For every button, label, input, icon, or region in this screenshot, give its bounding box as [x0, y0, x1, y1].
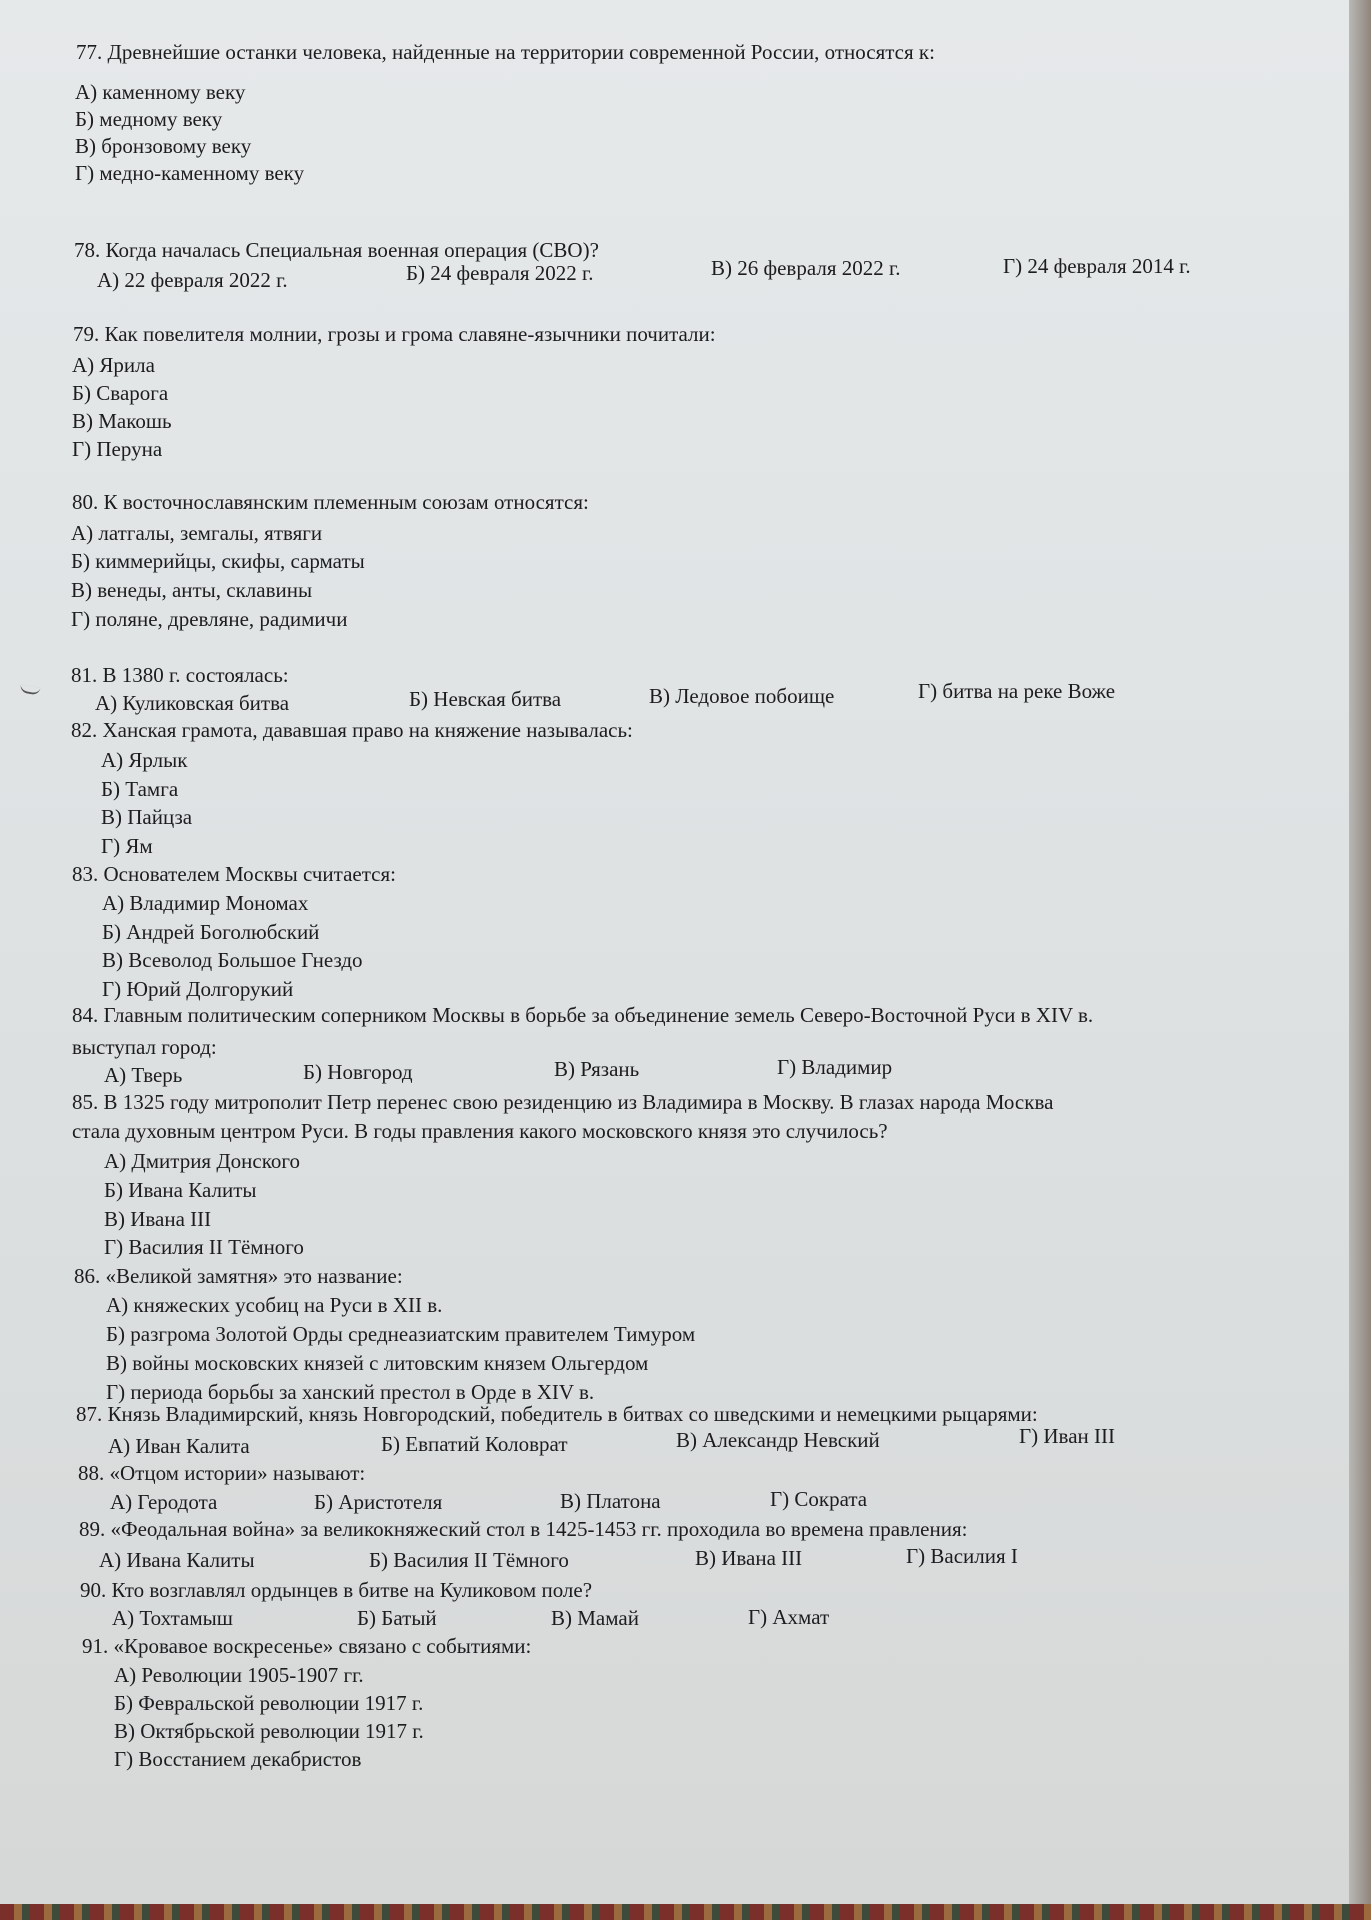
option-78-d: Г) 24 февраля 2014 г.: [1003, 254, 1191, 278]
option-90-c: В) Мамай: [551, 1606, 639, 1630]
option-81-c: В) Ледовое побоище: [649, 684, 835, 708]
option-82-b: Б) Тамга: [101, 777, 179, 801]
pencil-mark: [19, 684, 40, 695]
option-91-c: В) Октябрьской революции 1917 г.: [114, 1719, 424, 1743]
option-91-d: Г) Восстанием декабристов: [114, 1747, 362, 1771]
option-80-c: В) венеды, анты, склавины: [71, 578, 313, 602]
question-83: 83. Основателем Москвы считается:: [72, 862, 396, 886]
question-85-line-1: 85. В 1325 году митрополит Петр перенес свою резиденцию из Владимира в Москву. В глазах народа Москва: [72, 1090, 1054, 1114]
option-91-a: А) Революции 1905-1907 гг.: [114, 1663, 364, 1687]
question-81: 81. В 1380 г. состоялась:: [71, 663, 289, 687]
option-85-b: Б) Ивана Калиты: [104, 1178, 257, 1202]
option-86-a: А) княжеских усобиц на Руси в XII в.: [106, 1293, 443, 1317]
question-89: 89. «Феодальная война» за великокняжеский стол в 1425-1453 гг. проходила во времена правления:: [79, 1517, 968, 1541]
question-84-line-1: 84. Главным политическим соперником Москвы в борьбе за объединение земель Северо-Восточной Руси в XIV в.: [72, 1003, 1094, 1027]
question-77: 77. Древнейшие останки человека, найденные на территории современной России, относятся к:: [76, 40, 935, 64]
option-82-d: Г) Ям: [101, 834, 153, 858]
page-edge-shadow: [1349, 0, 1371, 1920]
question-85-line-2: стала духовным центром Руси. В годы правления какого московского князя это случилось?: [72, 1119, 888, 1143]
option-77-b: Б) медному веку: [75, 107, 223, 131]
option-81-a: А) Куликовская битва: [95, 691, 290, 715]
option-79-a: А) Ярила: [72, 353, 155, 377]
option-84-d: Г) Владимир: [777, 1055, 893, 1079]
option-89-c: В) Ивана III: [695, 1546, 803, 1570]
question-86: 86. «Великой замятня» это название:: [74, 1264, 403, 1288]
option-90-d: Г) Ахмат: [748, 1605, 830, 1629]
option-89-d: Г) Василия I: [906, 1544, 1018, 1568]
option-87-d: Г) Иван III: [1019, 1424, 1115, 1448]
question-90: 90. Кто возглавлял ордынцев в битве на Куликовом поле?: [80, 1578, 593, 1602]
carpet-background: [0, 1904, 1371, 1920]
option-80-d: Г) поляне, древляне, радимичи: [71, 607, 348, 631]
option-88-c: В) Платона: [560, 1489, 661, 1513]
option-83-c: В) Всеволод Большое Гнездо: [102, 948, 363, 972]
question-91: 91. «Кровавое воскресенье» связано с событиями:: [82, 1634, 532, 1658]
question-79: 79. Как повелителя молнии, грозы и грома славяне-язычники почитали:: [73, 322, 716, 346]
option-90-a: А) Тохтамыш: [112, 1606, 233, 1630]
option-84-a: А) Тверь: [104, 1063, 183, 1087]
question-82: 82. Ханская грамота, дававшая право на княжение называлась:: [71, 718, 633, 742]
option-77-d: Г) медно-каменному веку: [75, 161, 305, 185]
option-90-b: Б) Батый: [357, 1606, 437, 1630]
option-79-b: Б) Сварога: [72, 381, 169, 405]
option-77-a: А) каменному веку: [75, 80, 246, 104]
option-79-d: Г) Перуна: [72, 437, 163, 461]
option-78-c: В) 26 февраля 2022 г.: [711, 256, 901, 280]
option-86-d: Г) периода борьбы за ханский престол в Орде в XIV в.: [106, 1380, 595, 1404]
question-84-line-2: выступал город:: [72, 1035, 217, 1059]
option-83-a: А) Владимир Мономах: [102, 891, 309, 915]
option-78-a: А) 22 февраля 2022 г.: [97, 268, 288, 292]
option-80-b: Б) киммерийцы, скифы, сарматы: [71, 549, 365, 573]
question-78: 78. Когда началась Специальная военная операция (СВО)?: [74, 238, 599, 262]
question-87: 87. Князь Владимирский, князь Новгородский, победитель в битвах со шведскими и немецкими рыцарями:: [76, 1402, 1038, 1426]
option-88-d: Г) Сократа: [770, 1487, 868, 1511]
option-91-b: Б) Февральской революции 1917 г.: [114, 1691, 424, 1715]
option-85-c: В) Ивана III: [104, 1207, 212, 1231]
option-85-a: А) Дмитрия Донского: [104, 1149, 300, 1173]
question-80: 80. К восточнославянским племенным союзам относятся:: [72, 490, 589, 514]
option-84-b: Б) Новгород: [303, 1060, 413, 1084]
option-83-b: Б) Андрей Боголюбский: [102, 920, 320, 944]
option-80-a: А) латгалы, земгалы, ятвяги: [71, 521, 323, 545]
option-88-b: Б) Аристотеля: [314, 1490, 443, 1514]
option-82-a: А) Ярлык: [101, 748, 188, 772]
option-88-a: А) Геродота: [110, 1490, 218, 1514]
option-85-d: Г) Василия II Тёмного: [104, 1235, 304, 1259]
option-89-b: Б) Василия II Тёмного: [369, 1548, 569, 1572]
option-87-c: В) Александр Невский: [676, 1428, 880, 1452]
option-82-c: В) Пайцза: [101, 805, 193, 829]
option-87-a: А) Иван Калита: [108, 1434, 250, 1458]
option-86-c: В) войны московских князей с литовским князем Ольгердом: [106, 1351, 649, 1375]
option-87-b: Б) Евпатий Коловрат: [381, 1432, 568, 1456]
option-79-c: В) Макошь: [72, 409, 172, 433]
option-86-b: Б) разгрома Золотой Орды среднеазиатским правителем Тимуром: [106, 1322, 696, 1346]
question-88: 88. «Отцом истории» называют:: [78, 1461, 366, 1485]
option-77-c: В) бронзовому веку: [75, 134, 252, 158]
option-81-d: Г) битва на реке Воже: [918, 679, 1116, 703]
option-81-b: Б) Невская битва: [409, 687, 562, 711]
option-78-b: Б) 24 февраля 2022 г.: [406, 261, 594, 285]
option-83-d: Г) Юрий Долгорукий: [102, 977, 294, 1001]
option-84-c: В) Рязань: [554, 1057, 640, 1081]
option-89-a: А) Ивана Калиты: [99, 1548, 255, 1572]
